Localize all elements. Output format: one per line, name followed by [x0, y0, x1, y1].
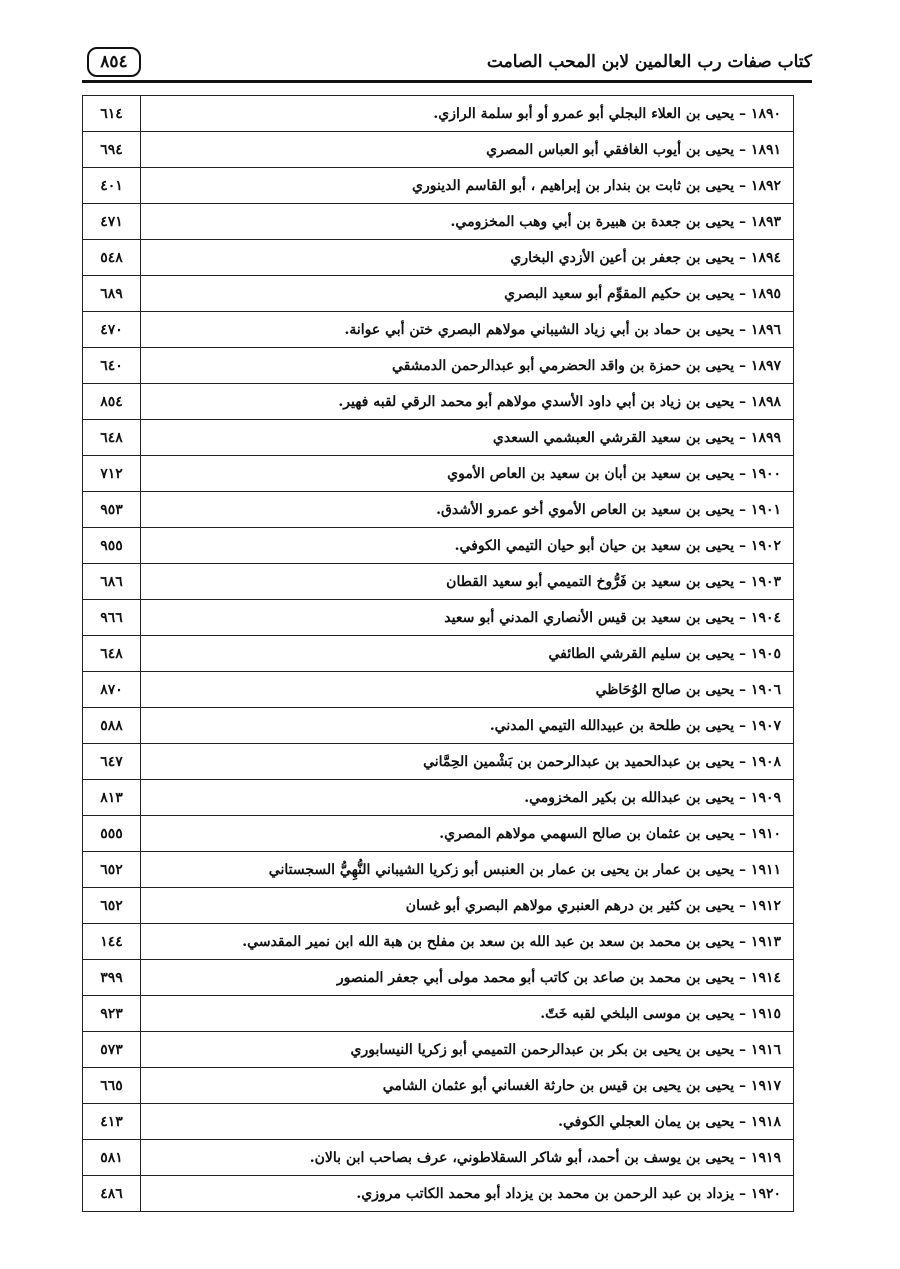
- entry-name: ١٩٠٢ – يحيى بن سعيد بن حيان أبو حيان التيمي الكوفي.: [141, 528, 794, 564]
- table-row: [83, 456, 794, 492]
- entry-page: ٥٤٨: [83, 240, 141, 276]
- page-number: ٨٥٤: [100, 52, 128, 72]
- entry-name: ١٨٩٩ – يحيى بن سعيد القرشي العبشمي السعدي: [141, 420, 794, 456]
- entry-page: ٦٤٨: [83, 636, 141, 672]
- entry-name: ١٩١١ – يحيى بن عمار بن يحيى بن عمار بن العنبس أبو زكريا الشيباني النُّهِيُّ السجستاني: [141, 852, 794, 888]
- entry-page: ٨٧٠: [83, 672, 141, 708]
- page-number-box: [87, 47, 141, 77]
- entry-page: ٤٨٦: [83, 1176, 141, 1212]
- entry-name: ١٩٢٠ – يزداد بن عبد الرحمن بن محمد بن يزداد أبو محمد الكاتب مروزي.: [141, 1176, 794, 1212]
- entry-name: ١٩١٥ – يحيى بن موسى البلخي لقبه خَتّ.: [141, 996, 794, 1032]
- table-row: [83, 528, 794, 564]
- entry-name: ١٩١٧ – يحيى بن يحيى بن قيس بن حارثة الغساني أبو عثمان الشامي: [141, 1068, 794, 1104]
- entry-page: ٦٤٠: [83, 348, 141, 384]
- entry-page: ٨٥٤: [83, 384, 141, 420]
- table-row: [83, 924, 794, 960]
- entry-page: ٦٨٩: [83, 276, 141, 312]
- table-row: [83, 240, 794, 276]
- entry-name: ١٩٠٩ – يحيى بن عبدالله بن بكير المخزومي.: [141, 780, 794, 816]
- entry-page: ٥٨٨: [83, 708, 141, 744]
- table-row: [83, 636, 794, 672]
- entry-name: ١٨٩٢ – يحيى بن ثابت بن بندار بن إبراهيم ، أبو القاسم الدينوري: [141, 168, 794, 204]
- table-row: [83, 492, 794, 528]
- entry-name: ١٩٠٦ – يحيى بن صالح الوُحَاظي: [141, 672, 794, 708]
- table-row: [83, 348, 794, 384]
- table-row: [83, 888, 794, 924]
- entry-name: ١٨٩٧ – يحيى بن حمزة بن واقد الحضرمي أبو عبدالرحمن الدمشقي: [141, 348, 794, 384]
- table-row: [83, 1032, 794, 1068]
- entry-name: ١٩٠١ – يحيى بن سعيد بن العاص الأموي أخو عمرو الأشدق.: [141, 492, 794, 528]
- table-row: [83, 420, 794, 456]
- table-row: [83, 1176, 794, 1212]
- table-row: [83, 996, 794, 1032]
- table-row: [83, 744, 794, 780]
- table-row: [83, 132, 794, 168]
- table-row: [83, 1068, 794, 1104]
- entry-page: ٤٧١: [83, 204, 141, 240]
- entry-name: ١٩٠٤ – يحيى بن سعيد بن قيس الأنصاري المدني أبو سعيد: [141, 600, 794, 636]
- page-header: [82, 44, 812, 82]
- entry-name: ١٩٠٣ – يحيى بن سعيد بن فَرُّوخ التميمي أبو سعيد القطان: [141, 564, 794, 600]
- entry-name: ١٩٠٥ – يحيى بن سليم القرشي الطائفي: [141, 636, 794, 672]
- entry-name: ١٩١٦ – يحيى بن يحيى بن بكر بن عبدالرحمن التميمي أبو زكريا النيسابوري: [141, 1032, 794, 1068]
- table-row: [83, 168, 794, 204]
- entry-name: ١٩٠٠ – يحيى بن سعيد بن أبان بن سعيد بن العاص الأموي: [141, 456, 794, 492]
- entry-page: ٦٩٤: [83, 132, 141, 168]
- table-row: [83, 1104, 794, 1140]
- entry-name: ١٩٠٧ – يحيى بن طلحة بن عبيدالله التيمي المدني.: [141, 708, 794, 744]
- entry-page: ٦١٤: [83, 96, 141, 132]
- entry-page: ٤١٣: [83, 1104, 141, 1140]
- entry-name: ١٨٩٨ – يحيى بن زياد بن أبي داود الأسدي مولاهم أبو محمد الرقي لقبه فهير.: [141, 384, 794, 420]
- entry-name: ١٩٠٨ – يحيى بن عبدالحميد بن عبدالرحمن بن بَشْمين الحِمَّاني: [141, 744, 794, 780]
- entry-name: ١٩١٨ – يحيى بن يمان العجلي الكوفي.: [141, 1104, 794, 1140]
- table-row: [83, 384, 794, 420]
- table-row: [83, 780, 794, 816]
- entry-name: ١٨٩٣ – يحيى بن جعدة بن هبيرة بن أبي وهب المخزومي.: [141, 204, 794, 240]
- entry-name: ١٩١٣ – يحيى بن محمد بن سعد بن عبد الله بن سعد بن مفلح بن هبة الله ابن نمير المقدسي.: [141, 924, 794, 960]
- entry-page: ٦٦٥: [83, 1068, 141, 1104]
- entry-name: ١٩١٤ – يحيى بن محمد بن صاعد بن كاتب أبو محمد مولى أبي جعفر المنصور: [141, 960, 794, 996]
- entry-page: ٩٥٣: [83, 492, 141, 528]
- entry-page: ٩٦٦: [83, 600, 141, 636]
- entry-page: ٦٤٧: [83, 744, 141, 780]
- entry-name: ١٨٩٤ – يحيى بن جعفر بن أعين الأزدي البخاري: [141, 240, 794, 276]
- entry-page: ٥٨١: [83, 1140, 141, 1176]
- entry-page: ٥٥٥: [83, 816, 141, 852]
- table-row: [83, 852, 794, 888]
- entry-name: ١٨٩١ – يحيى بن أيوب الغافقي أبو العباس المصري: [141, 132, 794, 168]
- entry-name: ١٩١٠ – يحيى بن عثمان بن صالح السهمي مولاهم المصري.: [141, 816, 794, 852]
- table-row: [83, 600, 794, 636]
- table-row: [83, 312, 794, 348]
- entry-page: ٩٢٣: [83, 996, 141, 1032]
- table-row: [83, 960, 794, 996]
- entry-page: ٤٠١: [83, 168, 141, 204]
- entry-page: ١٤٤: [83, 924, 141, 960]
- entry-name: ١٨٩٥ – يحيى بن حكيم المقوِّم أبو سعيد البصري: [141, 276, 794, 312]
- entry-page: ٧١٢: [83, 456, 141, 492]
- entry-page: ٨١٣: [83, 780, 141, 816]
- table-row: [83, 204, 794, 240]
- entry-name: ١٨٩٦ – يحيى بن حماد بن أبي زياد الشيباني مولاهم البصري ختن أبي عوانة.: [141, 312, 794, 348]
- entry-page: ٤٧٠: [83, 312, 141, 348]
- table-row: [83, 96, 794, 132]
- table-row: [83, 672, 794, 708]
- header-rule: [82, 80, 812, 83]
- table-row: [83, 708, 794, 744]
- running-title: كتاب صفات رب العالمين لابن المحب الصامت: [486, 52, 812, 72]
- table-row: [83, 276, 794, 312]
- table-row: [83, 816, 794, 852]
- table-row: [83, 564, 794, 600]
- entry-page: ٦٨٦: [83, 564, 141, 600]
- entry-page: ٦٥٢: [83, 888, 141, 924]
- entry-name: ١٩١٩ – يحيى بن يوسف بن أحمد، أبو شاكر السقلاطوني، عرف بصاحب ابن بالان.: [141, 1140, 794, 1176]
- entry-page: ٦٥٢: [83, 852, 141, 888]
- index-table: [82, 95, 794, 1212]
- entry-page: ٥٧٣: [83, 1032, 141, 1068]
- entry-name: ١٨٩٠ – يحيى بن العلاء البجلي أبو عمرو أو أبو سلمة الرازي.: [141, 96, 794, 132]
- entry-page: ٣٩٩: [83, 960, 141, 996]
- index-table-body: [83, 96, 794, 1212]
- entry-page: ٩٥٥: [83, 528, 141, 564]
- entry-name: ١٩١٢ – يحيى بن كثير بن درهم العنبري مولاهم البصري أبو غسان: [141, 888, 794, 924]
- entry-page: ٦٤٨: [83, 420, 141, 456]
- table-row: [83, 1140, 794, 1176]
